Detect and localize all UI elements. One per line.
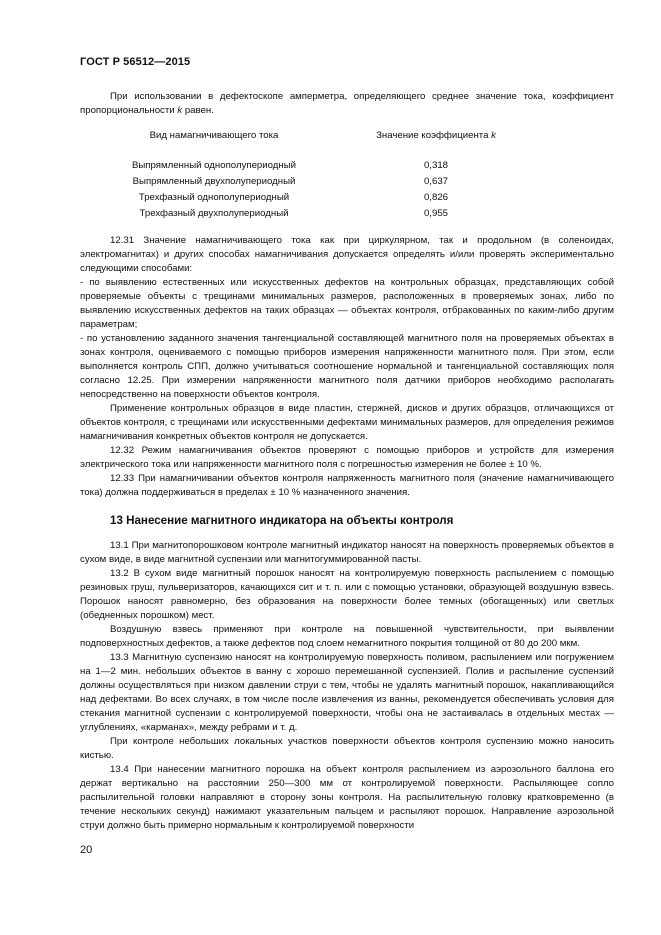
table-cell-kind: Выпрямленный двухполупериодный (132, 176, 296, 187)
table-cell-value: 0,318 (423, 160, 449, 171)
paragraph-13-2: 13.2 В сухом виде магнитный порошок наносят на контролируемую поверхность распылением с помощью резиновых груш, пульверизаторов, качающихся сит и т. п. или с помощью установки, образующей воздушную взвесь. Порошок наносят равномерно, без образования на поверхности более темных (обогащенных) или светлых (обедненных порошком) мест. (80, 568, 614, 621)
intro-paragraph (80, 90, 614, 118)
paragraph-12-32: 12.32 Режим намагничивания объектов проверяют с помощью приборов и устройств для измерения электрического тока или напряженности магнитного поля с погрешностью измерения не более ± 10 %. (80, 445, 614, 470)
table-cell-value: 0,826 (423, 192, 449, 203)
table-header-kind: Вид намагничивающего тока (149, 130, 279, 141)
table-cell-value: 0,955 (423, 208, 449, 219)
page-body (80, 90, 614, 833)
table-row (80, 174, 614, 190)
running-header: ГОСТ Р 56512—2015 (80, 56, 191, 68)
table-row (80, 158, 614, 174)
paragraph-13-4: 13.4 При нанесении магнитного порошка на объект контроля распылением из аэрозольного баллона его держат вертикально на расстоянии 250—300 мм от контролируемой поверхности. Распыляющее сопло распылительной головки направляют в сторону зоны контроля. На распылительную головку кратковременно (в течение нескольких секунд) нажимают указательным пальцем и распыляют порошок. Направление аэрозольной струи должно быть примерно нормальным к контролируемой поверхности (80, 764, 614, 831)
intro-text-pre: При использовании в дефектоскопе амперметра, определяющего среднее значение тока, коэффициент пропорциональности (80, 91, 614, 116)
table-header-row (80, 128, 614, 158)
table-cell-kind: Трехфазный однополупериодный (138, 192, 290, 203)
table-header-value (348, 128, 524, 158)
paragraph-13-3: 13.3 Магнитную суспензию наносят на контролируемую поверхность поливом, распылением или погружением на 1—2 мин. небольших объектов в ванну с хорошо перемешанной суспензией. Полив и распыление суспензий должны осуществляться при низком давлении струи с тем, чтобы не удалять магнитный порошок, накапливающийся над дефектами. Во всех случаях, в том числе после извлечения из ванны, рекомендуется обеспечивать условия для стекания магнитной суспензии с контролируемой поверхности, чтобы она не застаивалась в отдельных местах — углублениях, «карманах», между ребрами и т. д. (80, 652, 614, 733)
table-cell-kind: Выпрямленный однополупериодный (131, 160, 297, 171)
paragraph-12-33: 12.33 При намагничивании объектов контроля напряженность магнитного поля (значение намагничивающего тока) должна поддерживаться в пределах ± 10 % назначенного значения. (80, 473, 614, 498)
table-row (80, 206, 614, 222)
table-cell-kind: Трехфазный двухполупериодный (139, 208, 289, 219)
coefficient-symbol: k (177, 105, 183, 116)
paragraph-13-3-b: При контроле небольших локальных участков поверхности объектов контроля суспензию можно наносить кистью. (80, 736, 614, 761)
table-header-k: k (491, 130, 496, 141)
intro-text-post: равен. (182, 105, 214, 116)
section-13-heading: 13 Нанесение магнитного индикатора на объекты контроля (110, 514, 454, 527)
table-header-value-text: Значение коэффициента (376, 130, 492, 141)
coefficient-table (80, 128, 614, 222)
paragraph-12-31-note: Применение контрольных образцов в виде пластин, стержней, дисков и других образцов, отличающихся от объектов контроля, с трещинами или искусственными дефектами минимальных размеров, для определения режимов намагничивания конкретных объектов контроля не допускается. (80, 403, 614, 442)
paragraph-12-31: 12.31 Значение намагничивающего тока как при циркулярном, так и продольном (в соленоидах, электромагнитах) и других способах намагничивания допускается определять и/или проверять экспериментально следующими способами: (80, 235, 614, 274)
page-number: 20 (80, 844, 93, 856)
table-row (80, 190, 614, 206)
table-cell-value: 0,637 (423, 176, 449, 187)
paragraph-12-31-item-a: - по выявлению естественных или искусственных дефектов на контрольных образцах, представляющих собой проверяемые объекты с трещинами минимальных размеров, расположенных в проверяемых зонах, либо по выявлению искусственных дефектов на таких образцах — объектах контроля, отбракованных по каким-либо другим параметрам; (80, 277, 614, 330)
paragraph-12-31-item-b: - по установлению заданного значения тангенциальной составляющей магнитного поля на проверяемых объектах в зонах контроля, оцениваемого с помощью приборов измерения напряженности магнитного поля. При этом, если выполняется контроль СПП, должно учитываться соотношение нормальной и тангенциальной составляющих поля согласно 12.25. При измерении напряженности магнитного поля датчики приборов необходимо располагать непосредственно на поверхности объектов контроля. (80, 333, 614, 400)
paragraph-13-1: 13.1 При магнитопорошковом контроле магнитный индикатор наносят на поверхность проверяемых объектов в сухом виде, в виде магнитной суспензии или магнитогуммированной пасты. (80, 540, 614, 565)
paragraph-13-2-b: Воздушную взвесь применяют при контроле на повышенной чувствительности, при выявлении подповерхностных дефектов, а также дефектов под слоем немагнитного покрытия толщиной от 80 до 200 мкм. (80, 624, 614, 649)
